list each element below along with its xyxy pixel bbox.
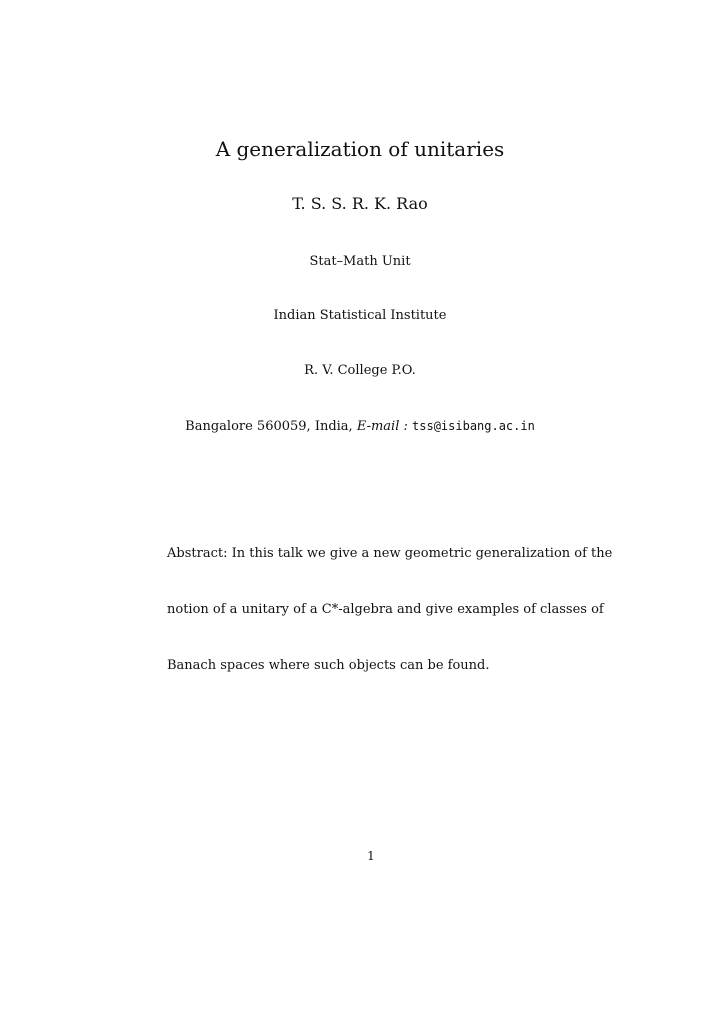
abstract-line-3: Banach spaces where such objects can be found. [167, 658, 490, 673]
city-line: Bangalore 560059, India, [185, 419, 353, 434]
email-address: tss@isibang.ac.in [412, 419, 535, 433]
author-name: T. S. S. R. K. Rao [292, 194, 428, 213]
abstract-line-2: notion of a unitary of a C*-algebra and give examples of classes of [167, 602, 604, 617]
abstract-line-1: Abstract: In this talk we give a new geometric generalization of the [167, 546, 613, 561]
paper-title: A generalization of unitaries [215, 137, 505, 161]
affiliation-unit: Stat–Math Unit [309, 254, 411, 269]
affiliation-institute: Indian Statistical Institute [273, 308, 447, 323]
contact-line [0, 417, 720, 436]
email-label: E-mail : [356, 419, 408, 434]
affiliation-post-office: R. V. College P.O. [304, 363, 416, 378]
page-number: 1 [367, 849, 375, 863]
